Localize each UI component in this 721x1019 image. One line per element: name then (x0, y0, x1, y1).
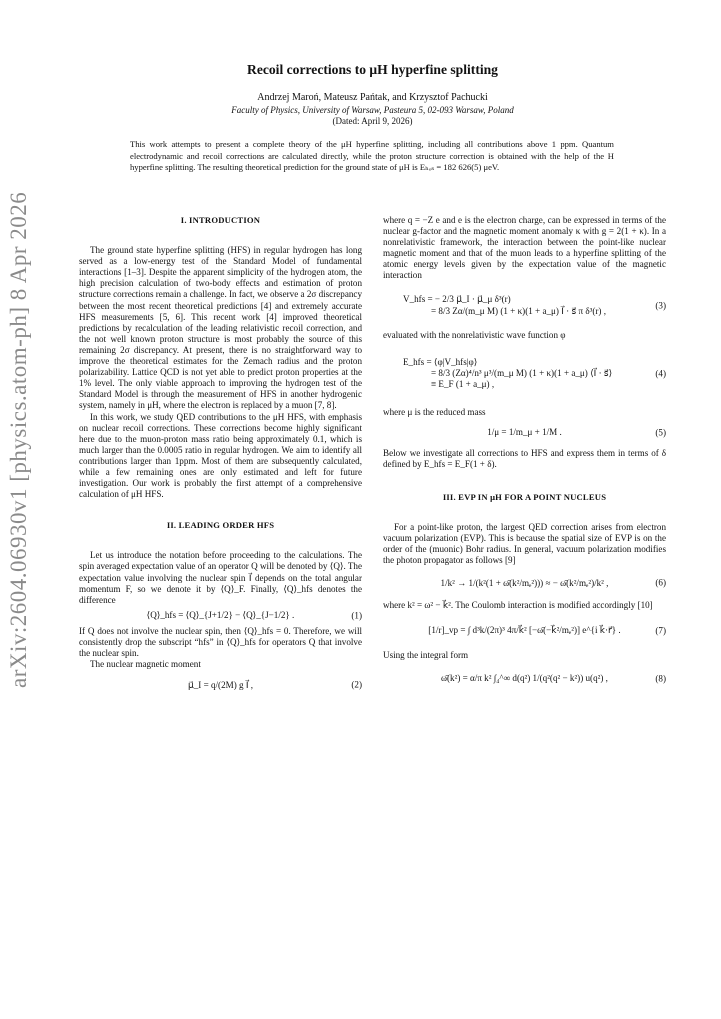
equation-8 (383, 661, 666, 697)
equation-1 (79, 606, 362, 626)
section-heading-leading-order: II. LEADING ORDER HFS (166, 520, 275, 531)
equation-4-line-2: = 8/3 (Zα)⁴/n³ μ³/(m_μ M) (1 + κ)(1 + a_μ) ⟨I⃗ · s⃗⟩ (431, 368, 613, 379)
equation-4 (383, 341, 666, 407)
equation-number: (6) (655, 577, 666, 588)
abstract: This work attempts to present a complete theory of the μH hyperfine splitting, including all contributions above 1 ppm. Quantum electrodynamic and recoil corrections are calculated directly, while the proton structure correction is obtained with the help of the H hyperfine splitting. The resulting theoretical prediction for the ground state of μH is Eₕₒₛ = 182 626(5) μeV. (130, 139, 614, 173)
right-column (383, 215, 666, 697)
equation-number: (8) (655, 673, 666, 684)
arxiv-identifier: arXiv:2604.06930v1 [physics.atom-ph] 8 Apr 2026 (6, 191, 31, 689)
equation-number: (1) (351, 610, 362, 621)
equation-4-line-1: E_hfs = ⟨φ|V_hfs|φ⟩ (403, 357, 478, 368)
paper-title: Recoil corrections to μH hyperfine splitting (247, 62, 498, 77)
equation-7 (383, 612, 666, 650)
equation-number: (3) (655, 300, 666, 311)
equation-number: (4) (655, 368, 666, 379)
equation-6-body: 1/k² → 1/(k²(1 + ω̄(k²/mₑ²))) ≈ − ω̄(k²/mₑ²)/k² , (440, 577, 609, 588)
intro-paragraph-1: The ground state hyperfine splitting (HFS) in regular hydrogen has long served as a low-energy test of the Standard Model of fundamental interactions [1–3]. Despite the apparent simplicity of the hydrogen atom, the high precision calculation of two-body effects and estimation of proton structure corrections remain a challenge. In fact, we observe a 2σ discrepancy between the most recent theoretical predictions [4] and extremely accurate HFS measurements [5, 6]. This recent work [4] improved theoretical predictions by recalculation of the leading relativistic recoil correction, and the not well known proton structure is most probably the source of this remaining 2σ discrepancy. At present, there is no straightforward way to improve the theoretical estimates for the Zemach radius and the proton polarizability. Lattice QCD is not yet able to predict proton properties at the 1% level. The only viable approach to improving the hydrogen test of the Standard Model is through the measurement of HFS in another hydrogenic system, namely in μH, where the electron is replaced by a muon [7, 8]. (79, 245, 362, 411)
evp-paragraph-2: where k² = ω² − k⃗². The Coulomb interaction is modified accordingly [10] (383, 600, 653, 611)
equation-number: (2) (351, 679, 362, 690)
evp-paragraph-3: Using the integral form (383, 649, 469, 660)
equation-7-body: [1/r]_vp = ∫ d³k/(2π)³ 4π/k⃗² [−ω̄(−k⃗²/mₑ²)] e^{i k⃗·r⃗} . (428, 624, 621, 635)
equation-number: (5) (655, 427, 666, 438)
paper-header (100, 62, 645, 126)
right-paragraph-4: Below we investigate all corrections to HFS and express them in terms of δ defined by E_hfs = E_F(1 + δ). (383, 447, 666, 469)
right-paragraph-1: where q = −Z e and e is the electron charge, can be expressed in terms of the nuclear g-factor and the magnetic moment anomaly κ with g = 2(1 + κ). In a nonrelativistic framework, the interaction between the point-like nuclear magnetic moment and that of the muon leads to a hyperfine splitting of the atomic energy levels given by the expectation value of the magnetic interaction (383, 215, 666, 281)
right-paragraph-3: where μ is the reduced mass (383, 406, 486, 417)
section-heading-evp: III. EVP IN μH FOR A POINT NUCLEUS (442, 491, 607, 502)
equation-5 (383, 418, 666, 448)
equation-3-line-2: = 8/3 Zα/(m_μ M) (1 + κ)(1 + a_μ) I⃗ · s⃗ π δ³(r) , (431, 305, 606, 316)
equation-3-line-1: V_hfs = − 2/3 μ⃗_I · μ⃗_μ δ³(r) (403, 294, 511, 305)
equation-5-body: 1/μ = 1/m_μ + 1/M . (487, 427, 562, 438)
leading-order-paragraph-1: Let us introduce the notation before proceeding to the calculations. The spin averaged expectation value of an operator Q will be denoted by ⟨Q⟩. The expectation value involving the nuclear spin I⃗ depends on the total angular momentum F, so we denote it by ⟨Q⟩_F. Finally, ⟨Q⟩_hfs denotes the difference (79, 550, 362, 605)
evp-paragraph-1: For a point-like proton, the largest QED correction arises from electron vacuum polarization (EVP). This is because the spatial size of EVP is on the order of the (muonic) Bohr radius. In general, vacuum polarization modifies the photon propagator as follows [9] (383, 522, 666, 566)
date-line: (Dated: April 9, 2026) (332, 116, 413, 126)
equation-2 (79, 670, 362, 700)
leading-order-paragraph-3: The nuclear magnetic moment (90, 659, 201, 670)
equation-3 (383, 282, 666, 330)
author-list: Andrzej Maroń, Mateusz Pańtak, and Krzysztof Pachucki (257, 92, 488, 103)
equation-6 (383, 566, 666, 600)
equation-number: (7) (655, 624, 666, 635)
equation-8-body: ω̄(k²) = α/π k² ∫₄^∞ d(q²) 1/(q²(q² − k²)) u(q²) , (441, 673, 608, 684)
equation-1-body: ⟨Q⟩_hfs = ⟨Q⟩_{J+1/2} − ⟨Q⟩_{J−1/2} . (146, 610, 295, 621)
intro-paragraph-2: In this work, we study QED contributions to the μH HFS, with emphasis on nuclear recoil corrections. These corrections become highly significant here due to the muon-proton mass ratio being approximately 0.1, which is much larger than the 0.0005 ratio in regular hydrogen. We aim to identify all contributions larger than 1ppm. Most of them are subsequently calculated, while a few remaining ones are only estimated and left for future investigation. Our work is probably the first attempt of a comprehensive calculation of μH HFS. (79, 411, 362, 500)
section-heading-introduction: I. INTRODUCTION (180, 215, 261, 225)
equation-4-line-3: ≡ E_F (1 + a_μ) , (431, 379, 495, 390)
right-paragraph-2: evaluated with the nonrelativistic wave function φ (383, 329, 566, 340)
leading-order-paragraph-2: If Q does not involve the nuclear spin, then ⟨Q⟩_hfs = 0. Therefore, we will consistently drop the subscript “hfs” in ⟨Q⟩_hfs for operators Q that involve the nuclear spin. (79, 625, 362, 658)
left-column (79, 215, 362, 700)
affiliation: Faculty of Physics, University of Warsaw, Pasteura 5, 02-093 Warsaw, Poland (231, 105, 514, 115)
equation-2-body: μ⃗_I = q/(2M) g I⃗ , (187, 679, 254, 690)
